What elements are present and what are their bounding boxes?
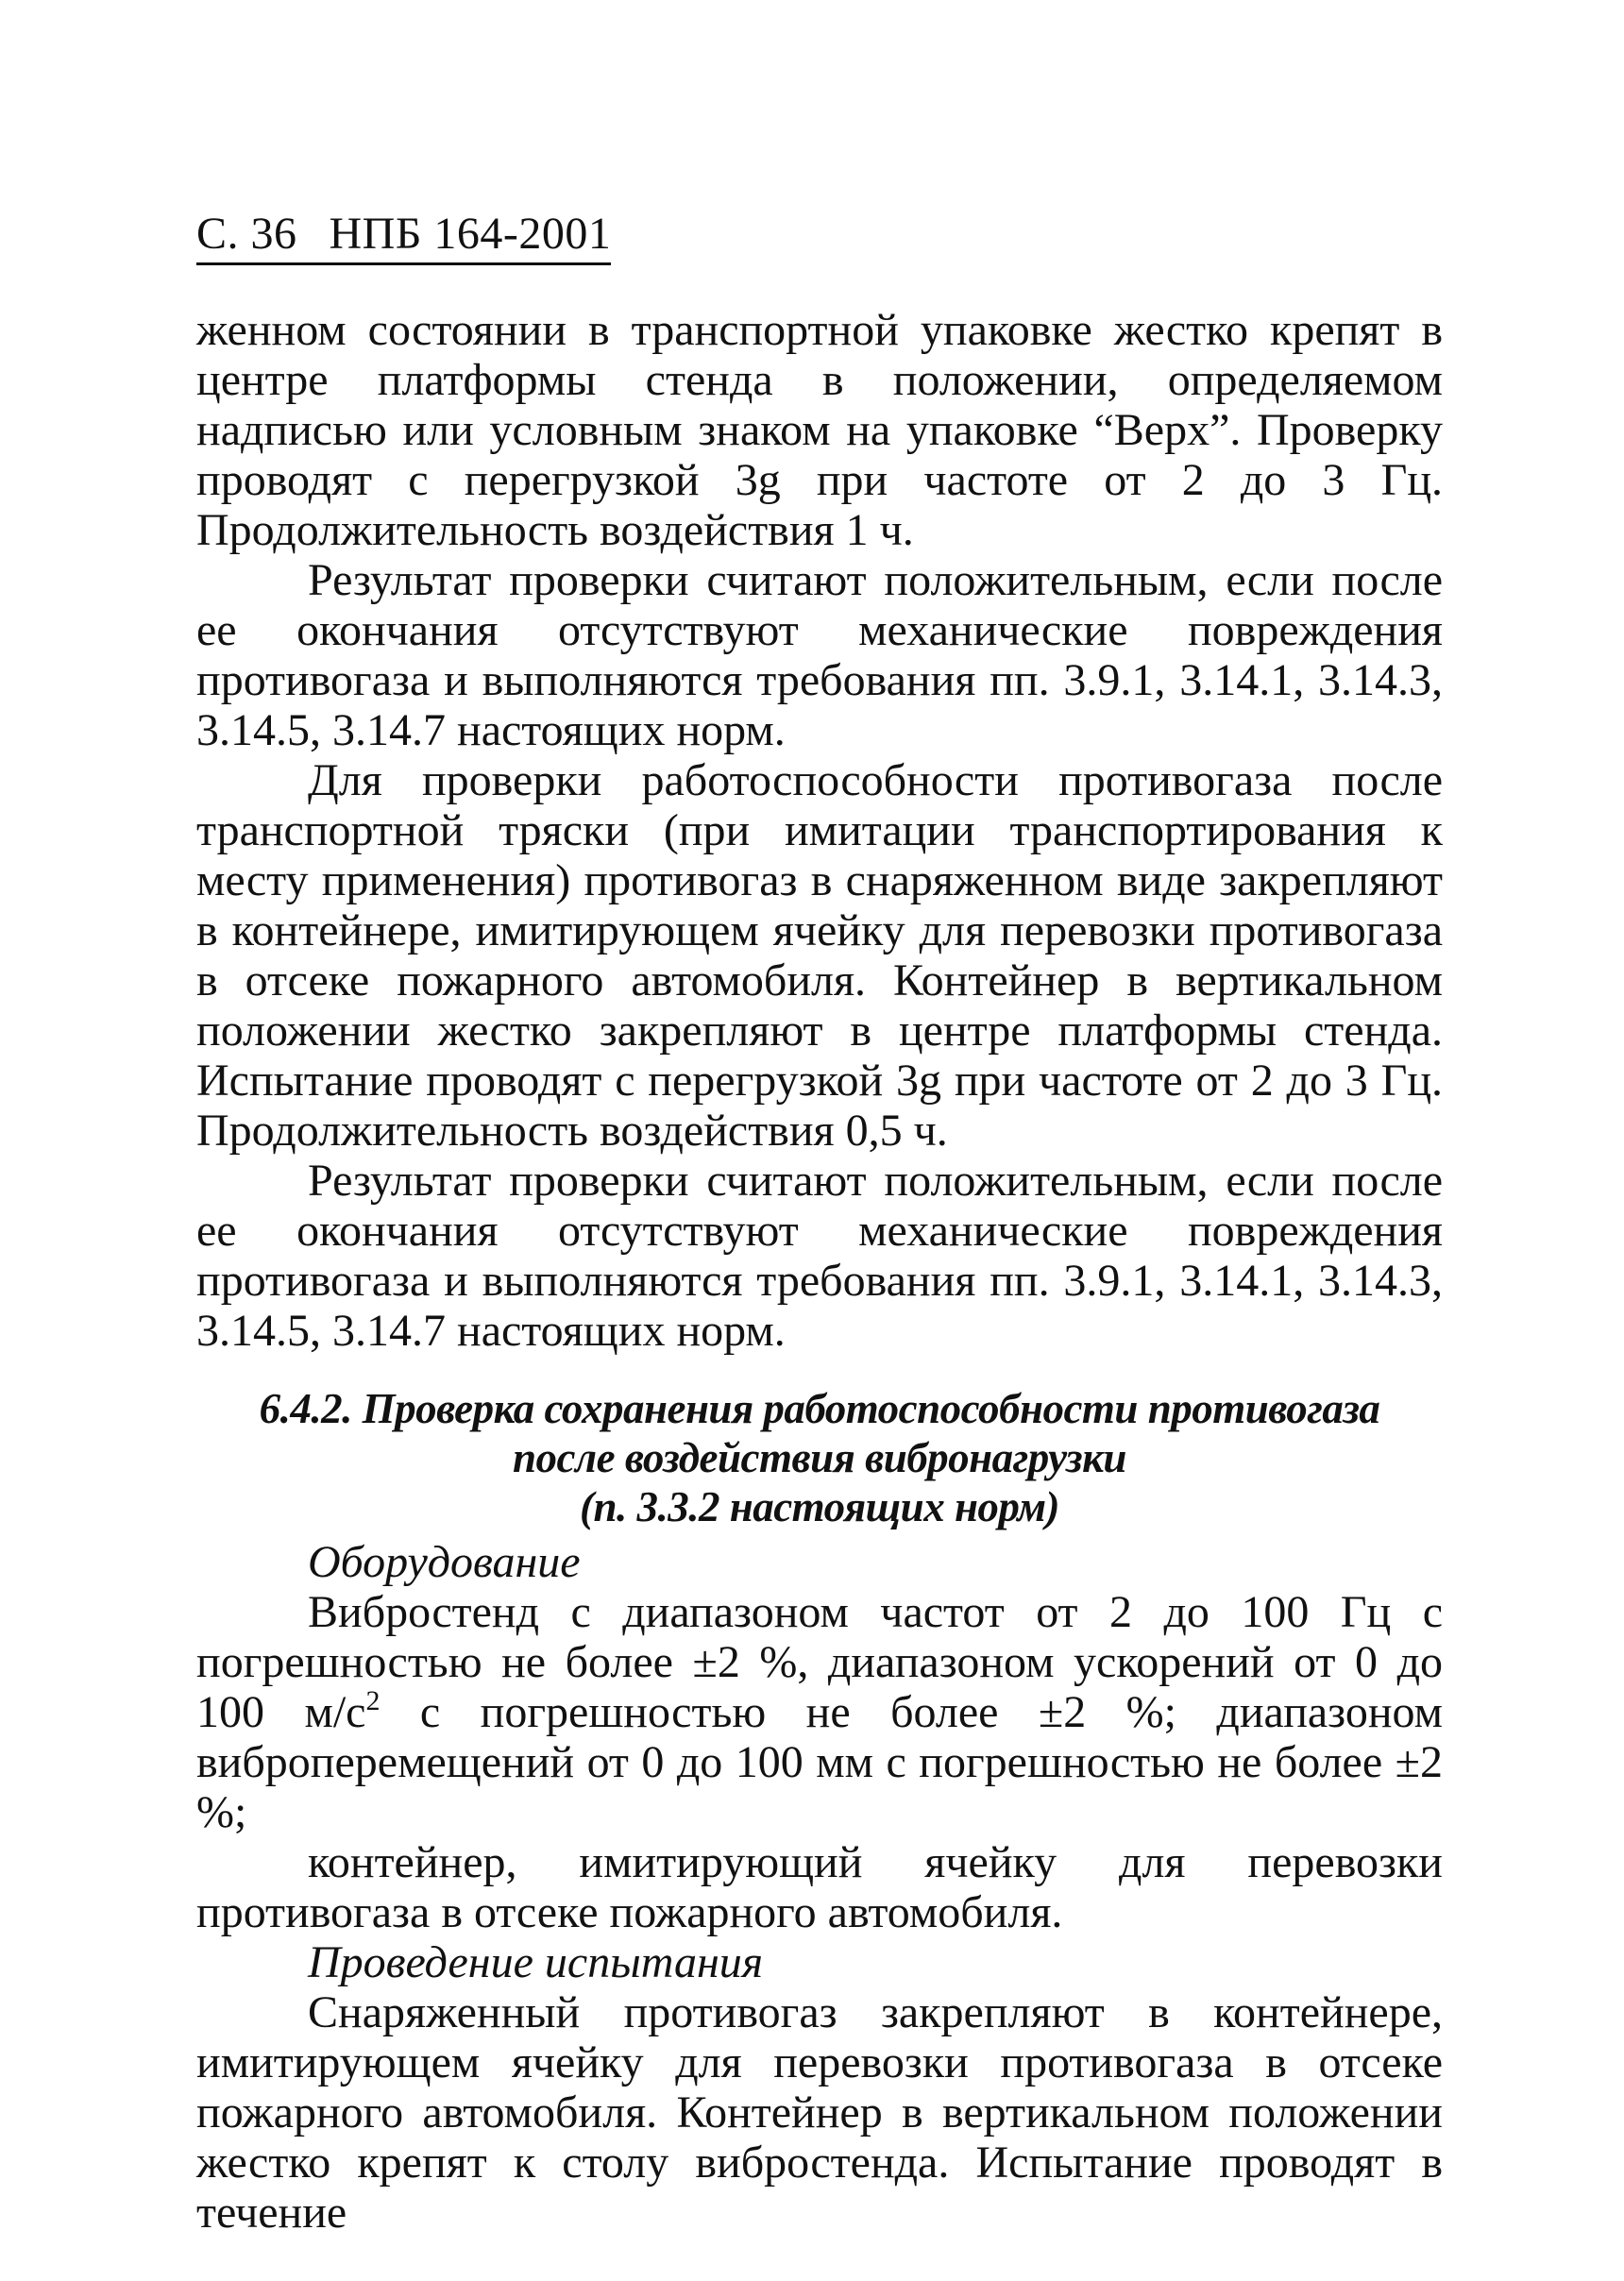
document-page <box>196 208 1443 2238</box>
document-code: НПБ 164-2001 <box>329 209 612 259</box>
equipment-item-vibrostand <box>196 1587 1443 1837</box>
paragraph-transport-shaking: Для проверки работоспособности противогаза после транспортной тряски (при имитации транспортирования к месту применения) противогаз в снаряженном виде закрепляют в контейнере, имитирующем ячейку для перевозки противогаза в отсеке пожарного автомобиля. Контейнер в вертикальном положении жестко закрепляют в центре платформы стенда. Испытание проводят с перегрузкой 3g при частоте от 2 до 3 Гц. Продолжительность воздействия 0,5 ч. <box>196 755 1443 1156</box>
superscript-2: 2 <box>365 1685 381 1716</box>
paragraph-result-2: Результат проверки считают положительным, если после ее окончания отсутствуют механические повреждения противогаза и выполняются требования пп. 3.9.1, 3.14.1, 3.14.3, 3.14.5, 3.14.7 настоящих норм. <box>196 1156 1443 1356</box>
section-heading-line-1: 6.4.2. Проверка сохранения работоспособности противогаза <box>259 1385 1380 1432</box>
procedure-label: Проведение испытания <box>308 1937 764 1987</box>
page-number: С. 36 <box>196 209 297 259</box>
procedure-text: Снаряженный противогаз закрепляют в контейнере, имитирующем ячейку для перевозки противогаза в отсеке пожарного автомобиля. Контейнер в вертикальном положении жестко крепят к столу вибростенда. Испытание проводят в течение <box>196 1987 1443 2238</box>
equipment-item-container: контейнер, имитирующий ячейку для перевозки противогаза в отсеке пожарного автомобиля. <box>196 1837 1443 1937</box>
body-text <box>196 305 1443 2238</box>
paragraph-continuation: женном состоянии в транспортной упаковке жестко крепят в центре платформы стенда в положении, определяемом надписью или условным знаком на упаковке “Верх”. Проверку проводят с перегрузкой 3g при частоте от 2 до 3 Гц. Продолжительность воздействия 1 ч. <box>196 305 1443 555</box>
equipment-label: Оборудование <box>308 1537 581 1587</box>
section-heading <box>196 1384 1443 1531</box>
running-head <box>196 208 611 265</box>
equipment-item-vibrostand-part-1: Вибростенд с диапазоном частот от 2 до 100 Гц с погрешностью не более ±2 %, диапазоном ускорений от 0 до 100 м/с <box>196 1587 1443 1737</box>
section-heading-line-3: (п. 3.3.2 настоящих норм) <box>579 1483 1060 1530</box>
section-heading-line-2: после воздействия вибронагрузки <box>513 1434 1126 1481</box>
equipment-item-vibrostand-part-2: с погрешностью не более ±2 %; диапазоном виброперемещений от 0 до 100 мм с погрешностью не более ±2 %; <box>196 1687 1444 1837</box>
paragraph-result-1: Результат проверки считают положительным, если после ее окончания отсутствуют механические повреждения противогаза и выполняются требования пп. 3.9.1, 3.14.1, 3.14.3, 3.14.5, 3.14.7 настоящих норм. <box>196 555 1443 755</box>
